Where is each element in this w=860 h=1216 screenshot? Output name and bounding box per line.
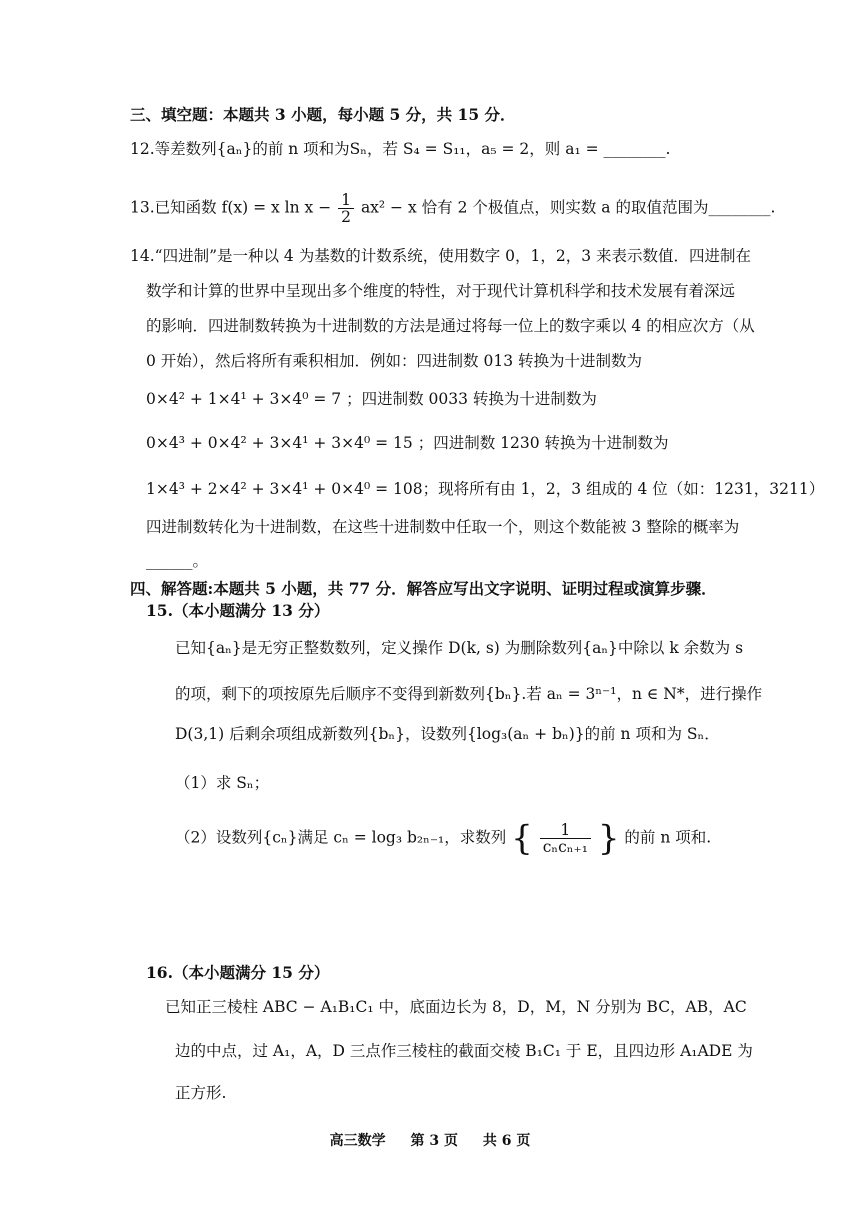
q15-line-3: D(3,1) 后剩余项组成新数列{bₙ}，设数列{log₃(aₙ + bₙ)}的前 n 项和为 Sₙ．	[175, 725, 720, 743]
left-brace-icon: {	[511, 818, 533, 859]
page-footer	[0, 1130, 860, 1150]
footer-page: 第 3 页	[410, 1133, 458, 1149]
q15-line-2: 的项，剩下的项按原先后顺序不变得到新数列{bₙ}.若 aₙ = 3ⁿ⁻¹，n ∈ N*，进行操作	[175, 685, 763, 703]
q14-line-7: 1×4³ + 2×4² + 3×4¹ + 0×4⁰ = 108；现将所有由 1，2，3 组成的 4 位（如：1231，3211）	[146, 480, 825, 498]
q14-line-2: 数学和计算的世界中呈现出多个维度的特性，对于现代计算机科学和技术发展有着深远	[146, 282, 736, 300]
q15-frac-num: 1	[540, 822, 591, 839]
q15-part2-after: 的前 n 项和.	[624, 828, 712, 847]
q13-fraction	[338, 192, 354, 225]
section4-heading: 四、解答题:本题共 5 小题，共 77 分．解答应写出文字说明、证明过程或演算步骤．	[130, 579, 717, 598]
q14-line-8: 四进制数转化为十进制数，在这些十进制数中任取一个，则这个数能被 3 整除的概率为	[146, 518, 740, 536]
right-brace-icon: }	[597, 818, 620, 859]
section3-heading: 三、填空题：本题共 3 小题，每小题 5 分，共 15 分．	[130, 105, 516, 124]
q16-title: 16.（本小题满分 15 分）	[146, 963, 330, 982]
q15-part2-before: （2）设数列{cₙ}满足 cₙ = log₃ b₂ₙ₋₁，求数列	[175, 828, 507, 847]
q14-line-9: ______。	[146, 552, 209, 570]
q14-line-6: 0×4³ + 0×4² + 3×4¹ + 3×4⁰ = 15 ；四进制数 1230 转换为十进制数为	[146, 434, 669, 452]
q14-line-1: 14.“四进制”是一种以 4 为基数的计数系统，使用数字 0，1，2，3 来表示数值．四进制在	[130, 247, 752, 265]
q14-line-4: 0 开始），然后将所有乘积相加．例如：四进制数 013 转换为十进制数为	[146, 352, 642, 370]
question-12: 12.等差数列{aₙ}的前 n 项和为Sₙ，若 S₄ = S₁₁，a₅ = 2，则 a₁ = ________.	[130, 140, 671, 158]
q13-frac-den: 2	[341, 208, 351, 226]
q15-part-2	[175, 818, 712, 859]
q15-line-1: 已知{aₙ}是无穷正整数数列，定义操作 D(k, s) 为删除数列{aₙ}中除以 k 余数为 s	[175, 639, 744, 657]
q15-part-1: （1）求 Sₙ；	[175, 774, 270, 792]
q14-line-5: 0×4² + 1×4¹ + 3×4⁰ = 7 ；四进制数 0033 转换为十进制数为	[146, 390, 597, 408]
footer-total: 共 6 页	[482, 1133, 531, 1149]
q16-line-1: 已知正三棱柱 ABC − A₁B₁C₁ 中，底面边长为 8，D，M，N 分别为 BC，AB，AC	[165, 998, 747, 1016]
q16-line-3: 正方形.	[175, 1084, 227, 1102]
q15-frac-den: cₙcₙ₊₁	[542, 838, 588, 856]
question-13	[130, 192, 775, 225]
q15-fraction	[540, 822, 591, 855]
q14-line-3: 的影响．四进制数转换为十进制数的方法是通过将每一位上的数字乘以 4 的相应次方（从	[146, 317, 755, 335]
q13-text-before: 13.已知函数 f(x) = x ln x −	[130, 198, 332, 217]
q13-frac-num: 1	[338, 192, 354, 209]
q15-title: 15.（本小题满分 13 分）	[146, 601, 330, 620]
q13-text-after: ax² − x 恰有 2 个极值点，则实数 a 的取值范围为________.	[360, 198, 776, 217]
footer-subject: 高三数学	[329, 1133, 386, 1149]
q16-line-2: 边的中点，过 A₁，A，D 三点作三棱柱的截面交棱 B₁C₁ 于 E，且四边形 A₁ADE 为	[175, 1042, 753, 1060]
